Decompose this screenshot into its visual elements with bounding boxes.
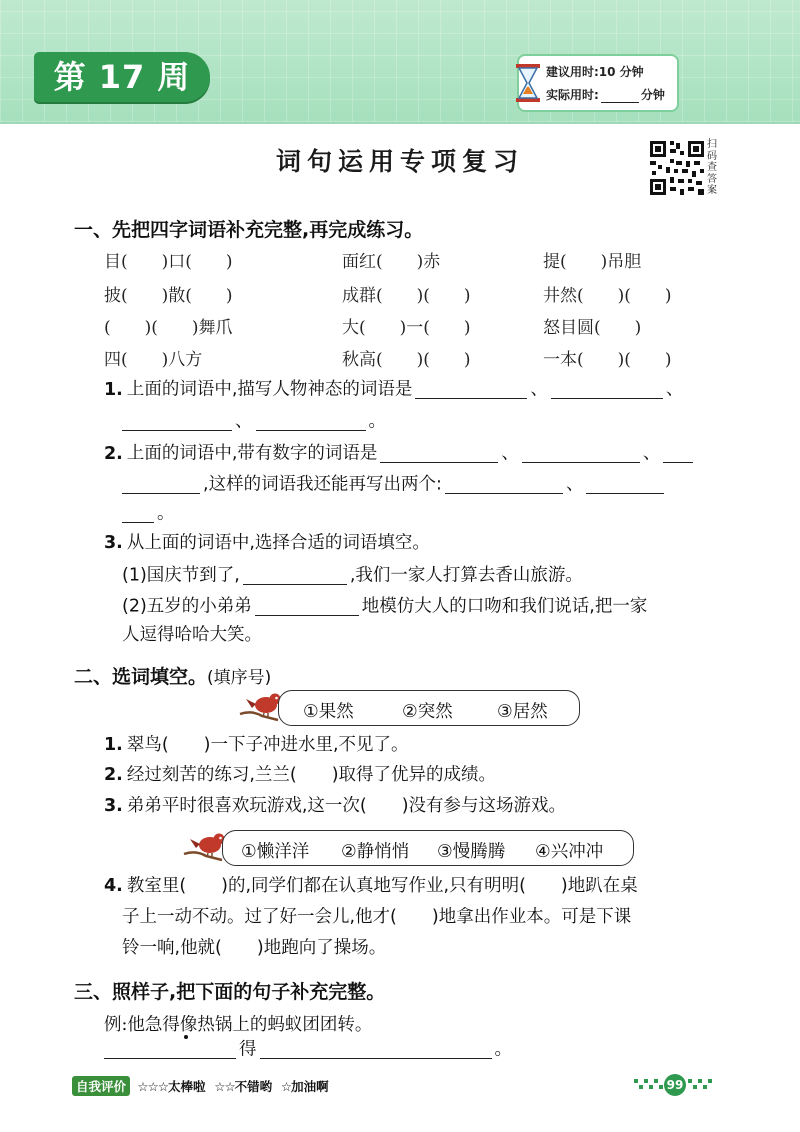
answer-blank[interactable] <box>256 412 366 431</box>
example-sentence: 例:他急得像热锅上的蚂蚁团团转。 <box>104 1015 373 1035</box>
s1-question-3-1 <box>122 566 583 585</box>
eval-label: 自我评价 <box>72 1076 130 1096</box>
answer-blank[interactable] <box>522 444 640 463</box>
s1-q3-2-pre: (2)五岁的小弟弟 <box>122 596 252 617</box>
answer-blank[interactable] <box>122 475 200 494</box>
s1-question-3 <box>104 535 430 553</box>
s1-q1-sep: 、 <box>530 379 548 400</box>
answer-blank[interactable] <box>260 1040 492 1059</box>
word-options-box-2 <box>222 830 634 866</box>
s3-fill-end: 。 <box>494 1039 512 1060</box>
actual-time <box>546 86 665 103</box>
s1-q3-number: 3. <box>104 533 123 553</box>
option-jingqiaoqiao: ②静悄悄 <box>341 842 410 862</box>
s1-question-2-line2 <box>122 475 667 494</box>
star-icon[interactable]: ☆ <box>280 1079 292 1094</box>
s1-q2-number: 2. <box>104 443 123 464</box>
s1-q1-number: 1. <box>104 379 123 400</box>
s2-q4-number: 4. <box>104 876 123 896</box>
rating-great: 太棒啦 <box>168 1079 206 1094</box>
s1-q2-text: 上面的词语中,带有数字的词语是 <box>126 443 378 464</box>
page-header <box>0 0 800 124</box>
qr-label: 扫码查答案 <box>707 139 717 196</box>
week-label: 第 17 周 <box>53 58 191 96</box>
s2-question-4-line2: 子上一动不动。过了好一会儿,他才( )地拿出作业本。可是下课 <box>122 907 632 927</box>
star-icon[interactable]: ☆☆ <box>214 1079 235 1094</box>
rating-good: 不错哟 <box>234 1079 273 1094</box>
idiom-1-2: 面红( )赤 <box>342 252 441 272</box>
s2-question-2 <box>104 767 496 785</box>
option-xingchongchong: ④兴冲冲 <box>535 842 604 862</box>
option-guoran: ①果然 <box>303 702 354 722</box>
star-icon[interactable]: ☆☆☆ <box>137 1079 168 1094</box>
answer-blank[interactable] <box>551 380 663 399</box>
section-2-title: 二、选词填空。 <box>74 666 208 688</box>
s2-q1-text: 翠鸟( )一下子冲进水里,不见了。 <box>126 735 409 755</box>
answer-blank[interactable] <box>122 504 154 523</box>
option-lanyangyang: ①懒洋洋 <box>241 842 310 862</box>
idiom-4-1: 四( )八方 <box>104 350 203 370</box>
s1-question-3-2-line2: 人逗得哈哈大笑。 <box>122 625 262 645</box>
s3-fill-mid: 得 <box>239 1039 257 1060</box>
idiom-3-3: 怒目圆( ) <box>543 318 642 338</box>
section-3-heading: 三、照样子,把下面的句子补充完整。 <box>74 981 386 1003</box>
s1-q3-text: 从上面的词语中,选择合适的词语填空。 <box>126 533 430 553</box>
word-options-box-1 <box>278 690 580 726</box>
s1-question-2 <box>104 444 696 463</box>
s1-q3-2-post: 地模仿大人的口吻和我们说话,把一家 <box>361 596 648 617</box>
idiom-1-3: 提( )吊胆 <box>543 252 642 272</box>
s1-q1-period: 。 <box>368 411 386 432</box>
s1-q1-sep: 、 <box>665 379 684 400</box>
answer-blank[interactable] <box>415 380 527 399</box>
hourglass-icon <box>513 62 543 104</box>
option-mantengteng: ③慢腾腾 <box>437 842 506 862</box>
time-box <box>517 54 679 112</box>
answer-blank[interactable] <box>104 1040 236 1059</box>
s2-q2-number: 2. <box>104 765 123 785</box>
s1-q2-period: 。 <box>157 503 175 524</box>
s2-q3-text: 弟弟平时很喜欢玩游戏,这一次( )没有参与这场游戏。 <box>126 796 567 816</box>
answer-blank[interactable] <box>122 412 232 431</box>
option-juran: ③居然 <box>497 702 548 722</box>
idiom-3-2: 大( )一( ) <box>342 318 471 338</box>
section-2-heading <box>74 662 271 689</box>
suggested-time: 建议用时:10 分钟 <box>546 65 644 79</box>
s1-q2-sep: 、 <box>642 443 661 464</box>
answer-blank[interactable] <box>243 566 347 585</box>
s1-q3-1-post: ,我们一家人打算去香山旅游。 <box>349 565 583 586</box>
s2-question-3 <box>104 798 566 816</box>
page-number: 99 <box>664 1074 686 1096</box>
idiom-4-2: 秋高( )( ) <box>342 350 471 370</box>
rating-try: 加油啊 <box>291 1079 329 1094</box>
answer-blank[interactable] <box>255 597 359 616</box>
s2-question-4-line3: 铃一响,他就( )地跑向了操场。 <box>122 938 387 958</box>
s2-q2-text: 经过刻苦的练习,兰兰( )取得了优异的成绩。 <box>126 765 497 785</box>
answer-blank[interactable] <box>663 444 693 463</box>
idiom-2-1: 披( )散( ) <box>104 286 233 306</box>
page-title: 词句运用专项复习 <box>275 147 524 176</box>
s1-q2-sep: 、 <box>565 474 584 495</box>
s2-q1-number: 1. <box>104 735 123 755</box>
s1-question-2-line3 <box>122 504 175 523</box>
s1-q2-sep: 、 <box>501 443 519 464</box>
s2-question-4 <box>104 878 638 896</box>
section-1-heading: 一、先把四字词语补充完整,再完成练习。 <box>74 219 424 241</box>
emphasis-dot <box>184 1035 188 1039</box>
actual-time-prefix: 实际用时: <box>546 88 599 102</box>
self-evaluation <box>72 1076 329 1096</box>
s2-question-1 <box>104 737 409 755</box>
s3-fill-line <box>104 1040 512 1059</box>
s2-q4-line1: 教室里( )的,同学们都在认真地写作业,只有明明( )地趴在桌 <box>126 876 638 896</box>
qr-code-icon[interactable] <box>648 139 706 197</box>
s1-question-1 <box>104 380 683 399</box>
idiom-2-3: 井然( )( ) <box>543 286 672 306</box>
actual-time-blank[interactable] <box>601 90 639 103</box>
s1-q1-text: 上面的词语中,描写人物神态的词语是 <box>126 379 413 400</box>
page-number-badge <box>634 1074 714 1096</box>
s2-q3-number: 3. <box>104 796 123 816</box>
s1-q1-sep: 、 <box>235 411 253 432</box>
s1-question-1-line2 <box>122 412 386 431</box>
section-2-note: (填序号) <box>207 668 272 688</box>
idiom-2-2: 成群( )( ) <box>342 286 471 306</box>
s1-q2-line2: ,这样的词语我还能再写出两个: <box>203 474 442 495</box>
s1-q3-1-pre: (1)国庆节到了, <box>122 565 240 586</box>
idiom-3-1: ( )( )舞爪 <box>104 318 233 338</box>
week-badge <box>34 52 210 102</box>
s1-question-3-2 <box>122 597 647 616</box>
idiom-1-1: 目( )口( ) <box>104 252 233 272</box>
actual-time-suffix: 分钟 <box>640 88 665 102</box>
answer-blank[interactable] <box>586 475 664 494</box>
answer-blank[interactable] <box>445 475 563 494</box>
option-turan: ②突然 <box>402 702 453 722</box>
idiom-4-3: 一本( )( ) <box>543 350 672 370</box>
answer-blank[interactable] <box>380 444 498 463</box>
